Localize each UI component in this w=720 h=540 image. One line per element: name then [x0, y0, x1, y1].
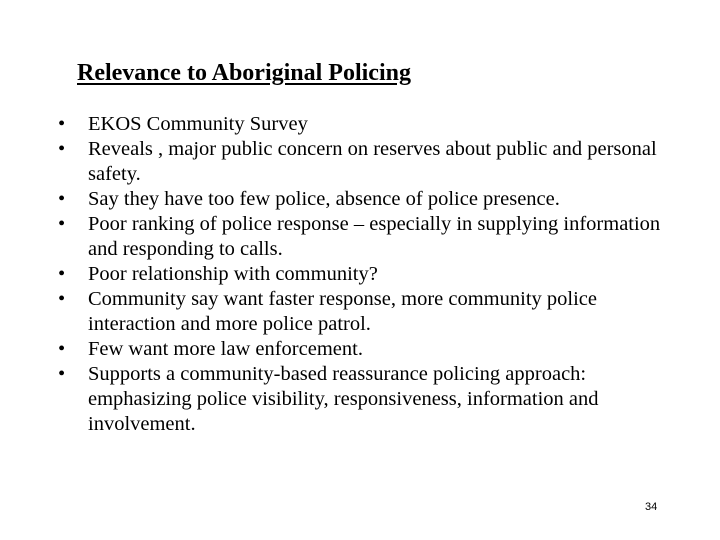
bullet-list: [58, 112, 678, 437]
slide-number: 34: [645, 501, 658, 513]
bullet-text: Poor relationship with community?: [88, 263, 378, 285]
bullet-item-reassurance-policing: [58, 362, 678, 437]
bullet-dot-icon: •: [58, 263, 66, 285]
bullet-item-too-few-police: [58, 187, 678, 212]
slide-title: Relevance to Aboriginal Policing: [77, 60, 411, 86]
bullet-dot-icon: •: [58, 213, 66, 235]
bullet-item-poor-relationship: [58, 262, 678, 287]
bullet-dot-icon: •: [58, 363, 66, 385]
bullet-dot-icon: •: [58, 288, 66, 310]
bullet-text: EKOS Community Survey: [88, 113, 308, 135]
bullet-text: Say they have too few police, absence of police presence.: [88, 188, 560, 210]
bullet-dot-icon: •: [58, 188, 66, 210]
bullet-item-faster-response: [58, 287, 678, 337]
bullet-dot-icon: •: [58, 113, 66, 135]
bullet-item-law-enforcement: [58, 337, 678, 362]
bullet-text: Poor ranking of police response – especially in supplying information and responding to calls.: [88, 213, 661, 260]
bullet-item-ekos-survey: [58, 112, 678, 137]
bullet-text: Community say want faster response, more community police interaction and more police patrol.: [88, 288, 597, 335]
bullet-text: Supports a community-based reassurance policing approach: emphasizing police visibility, responsiveness, information and involvement.: [88, 363, 599, 435]
bullet-dot-icon: •: [58, 138, 66, 160]
bullet-text: Few want more law enforcement.: [88, 338, 363, 360]
bullet-dot-icon: •: [58, 338, 66, 360]
bullet-text: Reveals , major public concern on reserves about public and personal safety.: [88, 138, 657, 185]
bullet-item-poor-ranking: [58, 212, 678, 262]
bullet-item-public-concern: [58, 137, 678, 187]
